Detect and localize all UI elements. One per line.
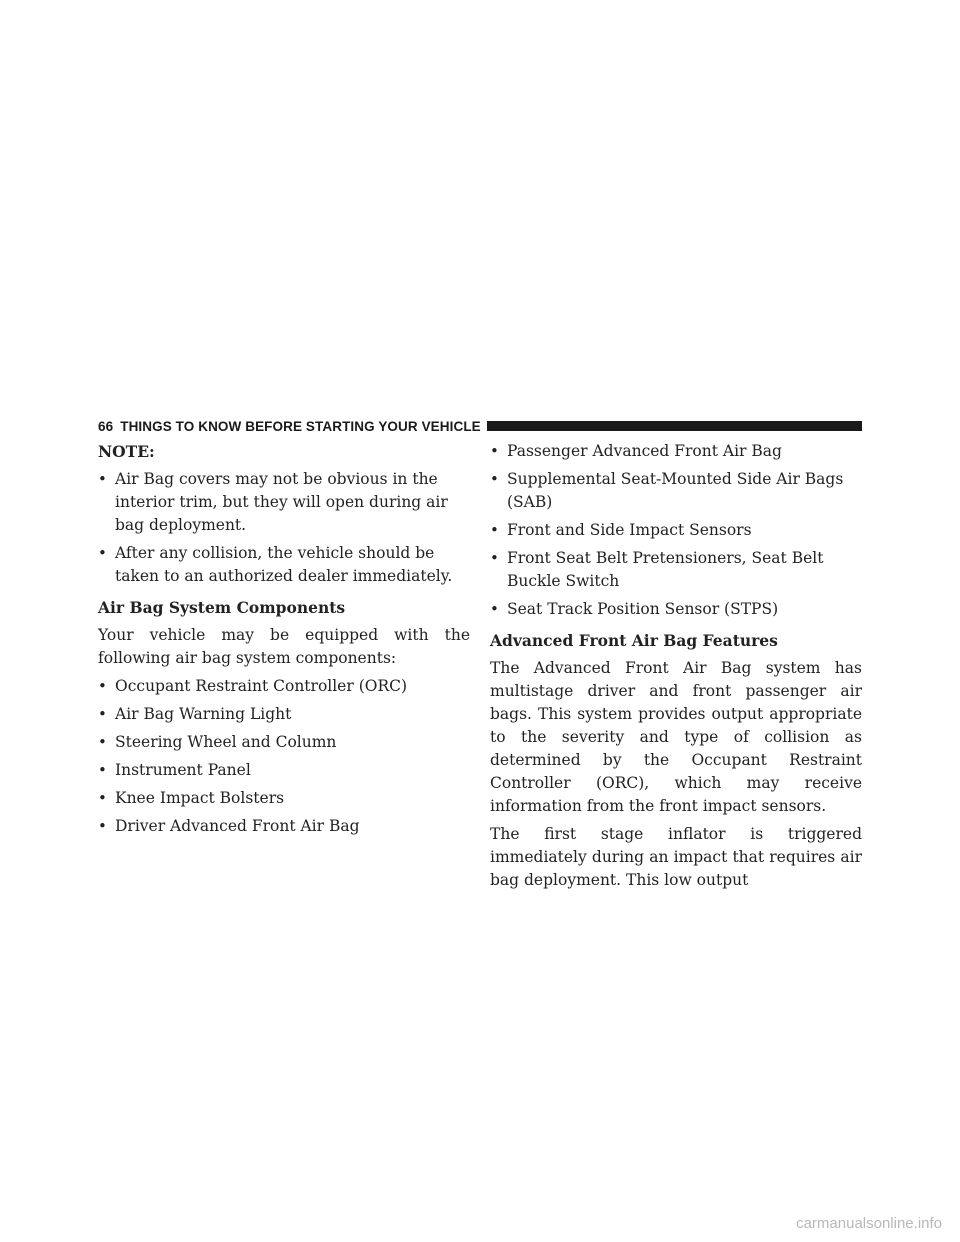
- component-item: [490, 440, 862, 463]
- section-heading-components: Air Bag System Components: [98, 598, 346, 617]
- right-column: [490, 440, 862, 897]
- component-item-text: Steering Wheel and Column: [115, 733, 337, 751]
- bullet-icon: •: [98, 761, 107, 779]
- component-item-text: Seat Track Position Sensor (STPS): [507, 600, 779, 618]
- header-rule-bar: [487, 421, 862, 431]
- page-header: [98, 416, 862, 436]
- component-item: [98, 731, 470, 754]
- features-paragraph-1: The Advanced Front Air Bag system has multistage driver and front passenger air bags. This system provides output appropriate to the severity and type of collision as determined by the Occupant Restraint Controller (ORC), which may receive information from the front impact sensors.: [490, 659, 862, 815]
- bullet-icon: •: [98, 733, 107, 751]
- component-item-text: Instrument Panel: [115, 761, 251, 779]
- components-intro: Your vehicle may be equipped with the following air bag system components:: [98, 626, 470, 667]
- section-heading-features: Advanced Front Air Bag Features: [490, 631, 778, 650]
- bullet-icon: •: [98, 817, 107, 835]
- bullet-icon: •: [98, 705, 107, 723]
- note-bullet-text: Air Bag covers may not be obvious in the interior trim, but they will open during air bag deployment.: [115, 470, 448, 534]
- component-item: [490, 468, 862, 514]
- left-column: [98, 440, 470, 843]
- component-item-text: Knee Impact Bolsters: [115, 789, 285, 807]
- component-item-text: Front Seat Belt Pretensioners, Seat Belt Buckle Switch: [507, 549, 824, 590]
- bullet-icon: •: [98, 470, 107, 488]
- component-item-text: Driver Advanced Front Air Bag: [115, 817, 360, 835]
- component-item: [98, 815, 470, 838]
- bullet-icon: •: [490, 600, 499, 618]
- component-item-text: Supplemental Seat-Mounted Side Air Bags (SAB): [507, 470, 844, 511]
- watermark-text: carmanualsonline.info: [796, 1215, 942, 1232]
- features-paragraph-2: The first stage inflator is triggered immediately during an impact that requires air bag deployment. This low output: [490, 825, 862, 889]
- bullet-icon: •: [490, 549, 499, 567]
- bullet-icon: •: [490, 470, 499, 488]
- component-item-text: Passenger Advanced Front Air Bag: [507, 442, 782, 460]
- component-item-text: Front and Side Impact Sensors: [507, 521, 752, 539]
- bullet-icon: •: [98, 789, 107, 807]
- component-item: [98, 787, 470, 810]
- bullet-icon: •: [490, 442, 499, 460]
- bullet-icon: •: [490, 521, 499, 539]
- bullet-icon: •: [98, 544, 107, 562]
- component-item: [490, 598, 862, 621]
- component-item: [98, 759, 470, 782]
- component-item: [490, 519, 862, 542]
- note-bullet-text: After any collision, the vehicle should be taken to an authorized dealer immediately.: [115, 544, 453, 585]
- note-bullet: [98, 468, 470, 537]
- component-item-text: Occupant Restraint Controller (ORC): [115, 677, 408, 695]
- note-label: NOTE:: [98, 442, 155, 461]
- header-page-number: 66: [98, 418, 114, 434]
- component-item: [490, 547, 862, 593]
- note-bullet: [98, 542, 470, 588]
- component-item-text: Air Bag Warning Light: [115, 705, 292, 723]
- header-title: THINGS TO KNOW BEFORE STARTING YOUR VEHICLE: [120, 418, 481, 434]
- bullet-icon: •: [98, 677, 107, 695]
- component-item: [98, 675, 470, 698]
- component-item: [98, 703, 470, 726]
